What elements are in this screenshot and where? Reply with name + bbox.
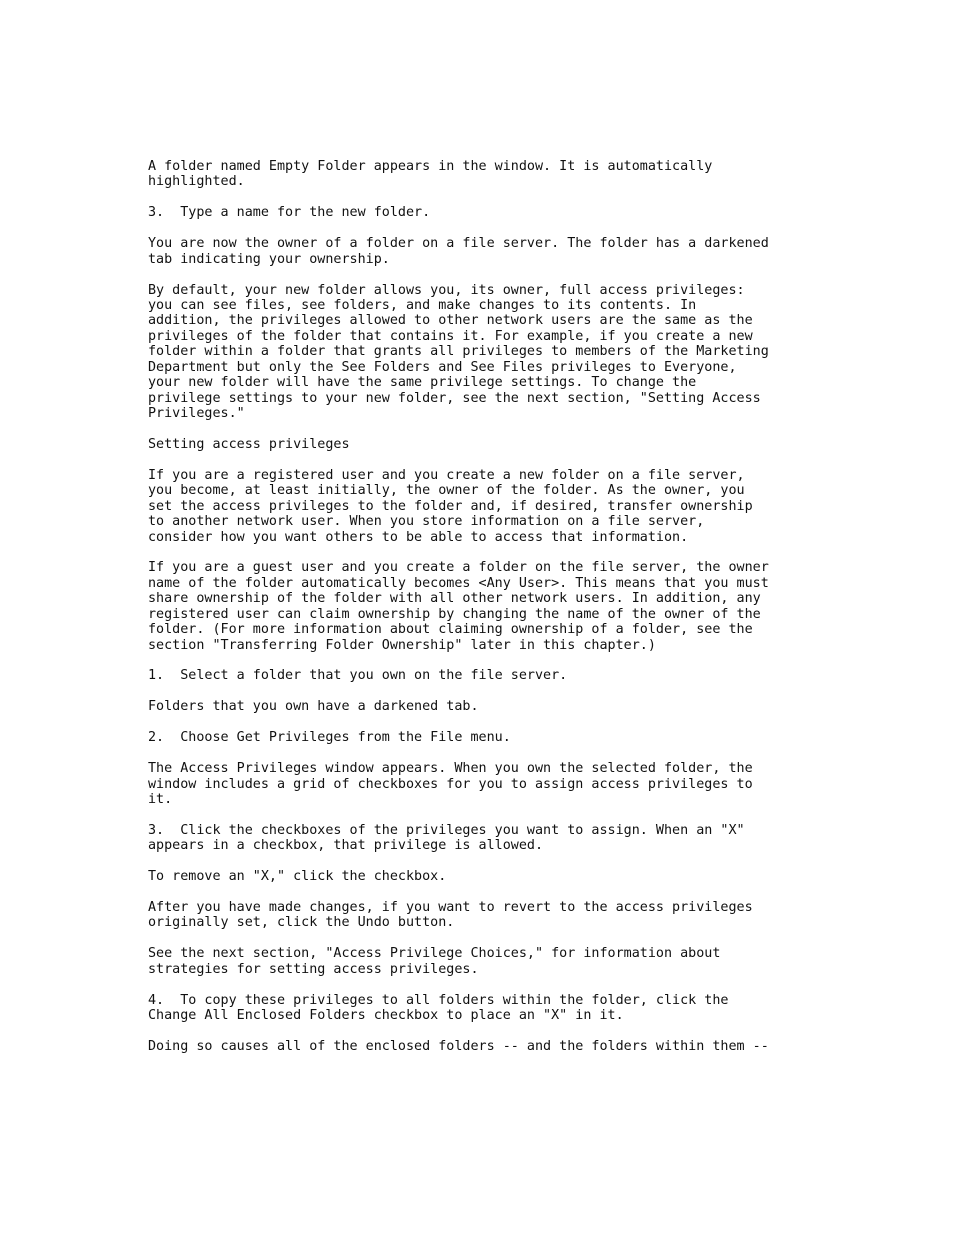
text-line: highlighted. — [148, 174, 245, 190]
blank-line — [148, 746, 848, 761]
text-line: After you have made changes, if you want to revert to the access privileges — [148, 900, 753, 915]
text-line: section "Transferring Folder Ownership" later in this chapter.) — [148, 637, 656, 653]
text-line: consider how you want others to be able to access that information. — [148, 529, 689, 545]
text-line: To remove an "X," click the checkbox. — [148, 869, 447, 885]
step-line: 3. Click the checkboxes of the privileges you want to assign. When an "X" — [148, 822, 745, 838]
text-line: See the next section, "Access Privilege Choices," for information about — [148, 946, 721, 962]
text-line: Doing so causes all of the enclosed folders -- and the folders within them -- — [148, 1038, 769, 1054]
text-line: privilege settings to your new folder, see the next section, "Setting Access — [148, 390, 761, 406]
text-line: tab indicating your ownership. — [148, 251, 390, 267]
text-line: to another network user. When you store information on a file server, — [148, 514, 705, 530]
document-page — [148, 159, 848, 1054]
text-line: If you are a registered user and you create a new folder on a file server, — [148, 467, 745, 483]
step-line: 2. Choose Get Privileges from the File menu. — [148, 730, 511, 746]
text-line: strategies for setting access privileges. — [148, 961, 479, 977]
step-line: 3. Type a name for the new folder. — [148, 205, 431, 221]
blank-line — [148, 421, 848, 436]
text-line: folder. (For more information about claiming ownership of a folder, see the — [148, 622, 753, 638]
blank-line — [148, 653, 848, 668]
text-line: window includes a grid of checkboxes for you to assign access privileges to — [148, 776, 753, 792]
text-line: appears in a checkbox, that privilege is allowed. — [148, 838, 544, 854]
blank-line — [148, 807, 848, 822]
step-line: 1. Select a folder that you own on the file server. — [148, 668, 568, 684]
text-line: Department but only the See Folders and See Files privileges to Everyone, — [148, 359, 737, 375]
text-line: If you are a guest user and you create a folder on the file server, the owner — [148, 560, 769, 576]
blank-line — [148, 267, 848, 282]
text-line: folder within a folder that grants all privileges to members of the Marketing — [148, 344, 769, 360]
text-line: originally set, click the Undo button. — [148, 915, 455, 931]
blank-line — [148, 715, 848, 730]
text-line: addition, the privileges allowed to other network users are the same as the — [148, 313, 753, 329]
blank-line — [148, 221, 848, 236]
text-line: Privileges." — [148, 406, 245, 421]
text-line: Change All Enclosed Folders checkbox to place an "X" in it. — [148, 1008, 624, 1024]
text-line: The Access Privileges window appears. When you own the selected folder, the — [148, 761, 753, 777]
blank-line — [148, 931, 848, 946]
blank-line — [148, 977, 848, 992]
blank-line — [148, 190, 848, 205]
blank-line — [148, 854, 848, 869]
blank-line — [148, 452, 848, 467]
text-line: You are now the owner of a folder on a file server. The folder has a darkened — [148, 236, 769, 252]
text-line: By default, your new folder allows you, its owner, full access privileges: — [148, 282, 745, 298]
text-line: you become, at least initially, the owner of the folder. As the owner, you — [148, 483, 745, 499]
text-line: name of the folder automatically becomes <Any User>. This means that you must — [148, 575, 769, 591]
blank-line — [148, 1024, 848, 1039]
text-line: A folder named Empty Folder appears in the window. It is automatically — [148, 159, 713, 174]
text-line: Folders that you own have a darkened tab. — [148, 699, 479, 715]
text-line: registered user can claim ownership by changing the name of the owner of the — [148, 606, 761, 622]
blank-line — [148, 684, 848, 699]
step-line: 4. To copy these privileges to all folders within the folder, click the — [148, 992, 729, 1008]
text-line: privileges of the folder that contains it. For example, if you create a new — [148, 328, 753, 344]
text-line: you can see files, see folders, and make changes to its contents. In — [148, 297, 697, 313]
text-line: it. — [148, 791, 173, 807]
blank-line — [148, 545, 848, 560]
text-line: share ownership of the folder with all other network users. In addition, any — [148, 591, 761, 607]
text-line: your new folder will have the same privilege settings. To change the — [148, 375, 697, 391]
blank-line — [148, 885, 848, 900]
section-heading: Setting access privileges — [148, 436, 350, 452]
text-line: set the access privileges to the folder and, if desired, transfer ownership — [148, 498, 753, 514]
